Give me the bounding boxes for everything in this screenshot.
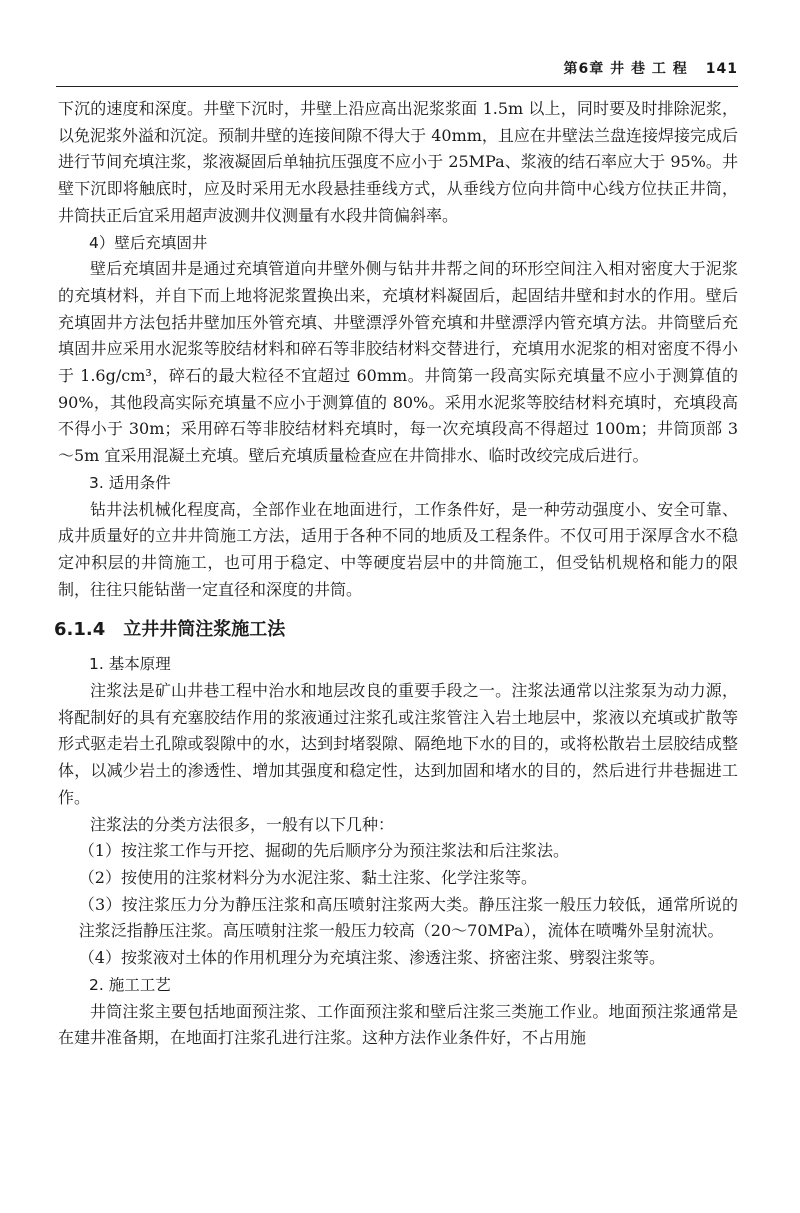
paragraph: 钻井法机械化程度高，全部作业在地面进行，工作条件好，是一种劳动强度小、安全可靠、成井质量好的立井井筒施工方法，适用于各种不同的地质及工程条件。不仅可用于深厚含水不稳定冲积层的井筒施工，也可用于稳定、中等硬度岩层中的井筒施工，但受钻机规格和能力的限制，往往只能钻凿一定直径和深度的井筒。 bbox=[58, 499, 738, 599]
paragraph: 注浆法是矿山井巷工程中治水和地层改良的重要手段之一。注浆法通常以注浆泵为动力源，将配制好的具有充塞胶结作用的浆液通过注浆孔或注浆管注入岩土地层中，浆液以充填或扩散等形式驱走岩土孔隙或裂隙中的水，达到封堵裂隙、隔绝地下水的目的，或将松散岩土层胶结成整体，以减少岩土的渗透性、增加其强度和稳定性，达到加固和堵水的目的，然后进行井巷掘进工作。 bbox=[58, 681, 738, 807]
page-body bbox=[54, 96, 738, 1052]
section-heading bbox=[54, 613, 738, 647]
list-item: （3）按注浆压力分为静压注浆和高压喷射注浆两大类。静压注浆一般压力较低，通常所说的注浆泛指静压注浆。高压喷射注浆一般压力较高（20～70MPa），流体在喷嘴外呈射流状。 bbox=[78, 894, 738, 941]
section-number: 6.1.4 bbox=[54, 619, 106, 641]
paragraph: 注浆法的分类方法很多，一般有以下几种： bbox=[90, 814, 395, 834]
subheading: 1. 基本原理 bbox=[89, 655, 171, 674]
subheading: 2. 施工工艺 bbox=[89, 975, 171, 994]
chapter-title: 第6章 井 巷 工 程 bbox=[563, 61, 688, 77]
page-header bbox=[56, 58, 738, 87]
running-head bbox=[564, 58, 738, 78]
list-item: （2）按使用的注浆材料分为水泥注浆、黏土注浆、化学注浆等。 bbox=[78, 867, 537, 887]
subheading: 4）壁后充填固井 bbox=[89, 233, 208, 252]
section-title: 立井井筒注浆施工法 bbox=[123, 619, 286, 641]
list-item: （1）按注浆工作与开挖、掘砌的先后顺序分为预注浆法和后注浆法。 bbox=[78, 841, 569, 861]
paragraph: 井筒注浆主要包括地面预注浆、工作面预注浆和壁后注浆三类施工作业。地面预注浆通常是在建井准备期，在地面打注浆孔进行注浆。这种方法作业条件好，不占用施 bbox=[58, 1001, 738, 1048]
paragraph: 下沉的速度和深度。井壁下沉时，井壁上沿应高出泥浆浆面 1.5m 以上，同时要及时排除泥浆，以免泥浆外溢和沉淀。预制井壁的连接间隙不得大于 40mm，且应在井壁法兰盘连接焊接完成后进行节间充填注浆，浆液凝固后单轴抗压强度不应小于 25MPa、浆液的结石率应大于 95%。井壁下沉即将触底时，应及时采用无水段悬挂垂线方式，从垂线方位向井筒中心线方位扶正井筒，井筒扶正后宜采用超声波测井仪测量有水段井筒偏斜率。 bbox=[58, 99, 738, 225]
paragraph: 壁后充填固井是通过充填管道向井壁外侧与钻井井帮之间的环形空间注入相对密度大于泥浆的充填材料，并自下而上地将泥浆置换出来，充填材料凝固后，起固结井壁和封水的作用。壁后充填固井方法包括井壁加压外管充填、井壁漂浮外管充填和井壁漂浮内管充填方法。井筒壁后充填固井应采用水泥浆等胶结材料和碎石等非胶结材料交替进行，充填用水泥浆的相对密度不得小于 1.6g/cm³，碎石的最大粒径不宜超过 60mm。井筒第一段高实际充填量不应小于测算值的 90%，其他段高实际充填量不应小于测算值的 80%。采用水泥浆等胶结材料充填时，充填段高不得小于 30m；采用碎石等非胶结材料充填时，每一次充填段高不得超过 100m；井筒顶部 3～5m 宜采用混凝土充填。壁后充填质量检查应在井筒排水、临时改绞完成后进行。 bbox=[58, 259, 738, 466]
list-item: （4）按浆液对土体的作用机理分为充填注浆、渗透注浆、挤密注浆、劈裂注浆等。 bbox=[78, 948, 665, 968]
page-number: 141 bbox=[705, 61, 738, 77]
subheading: 3. 适用条件 bbox=[89, 473, 171, 492]
